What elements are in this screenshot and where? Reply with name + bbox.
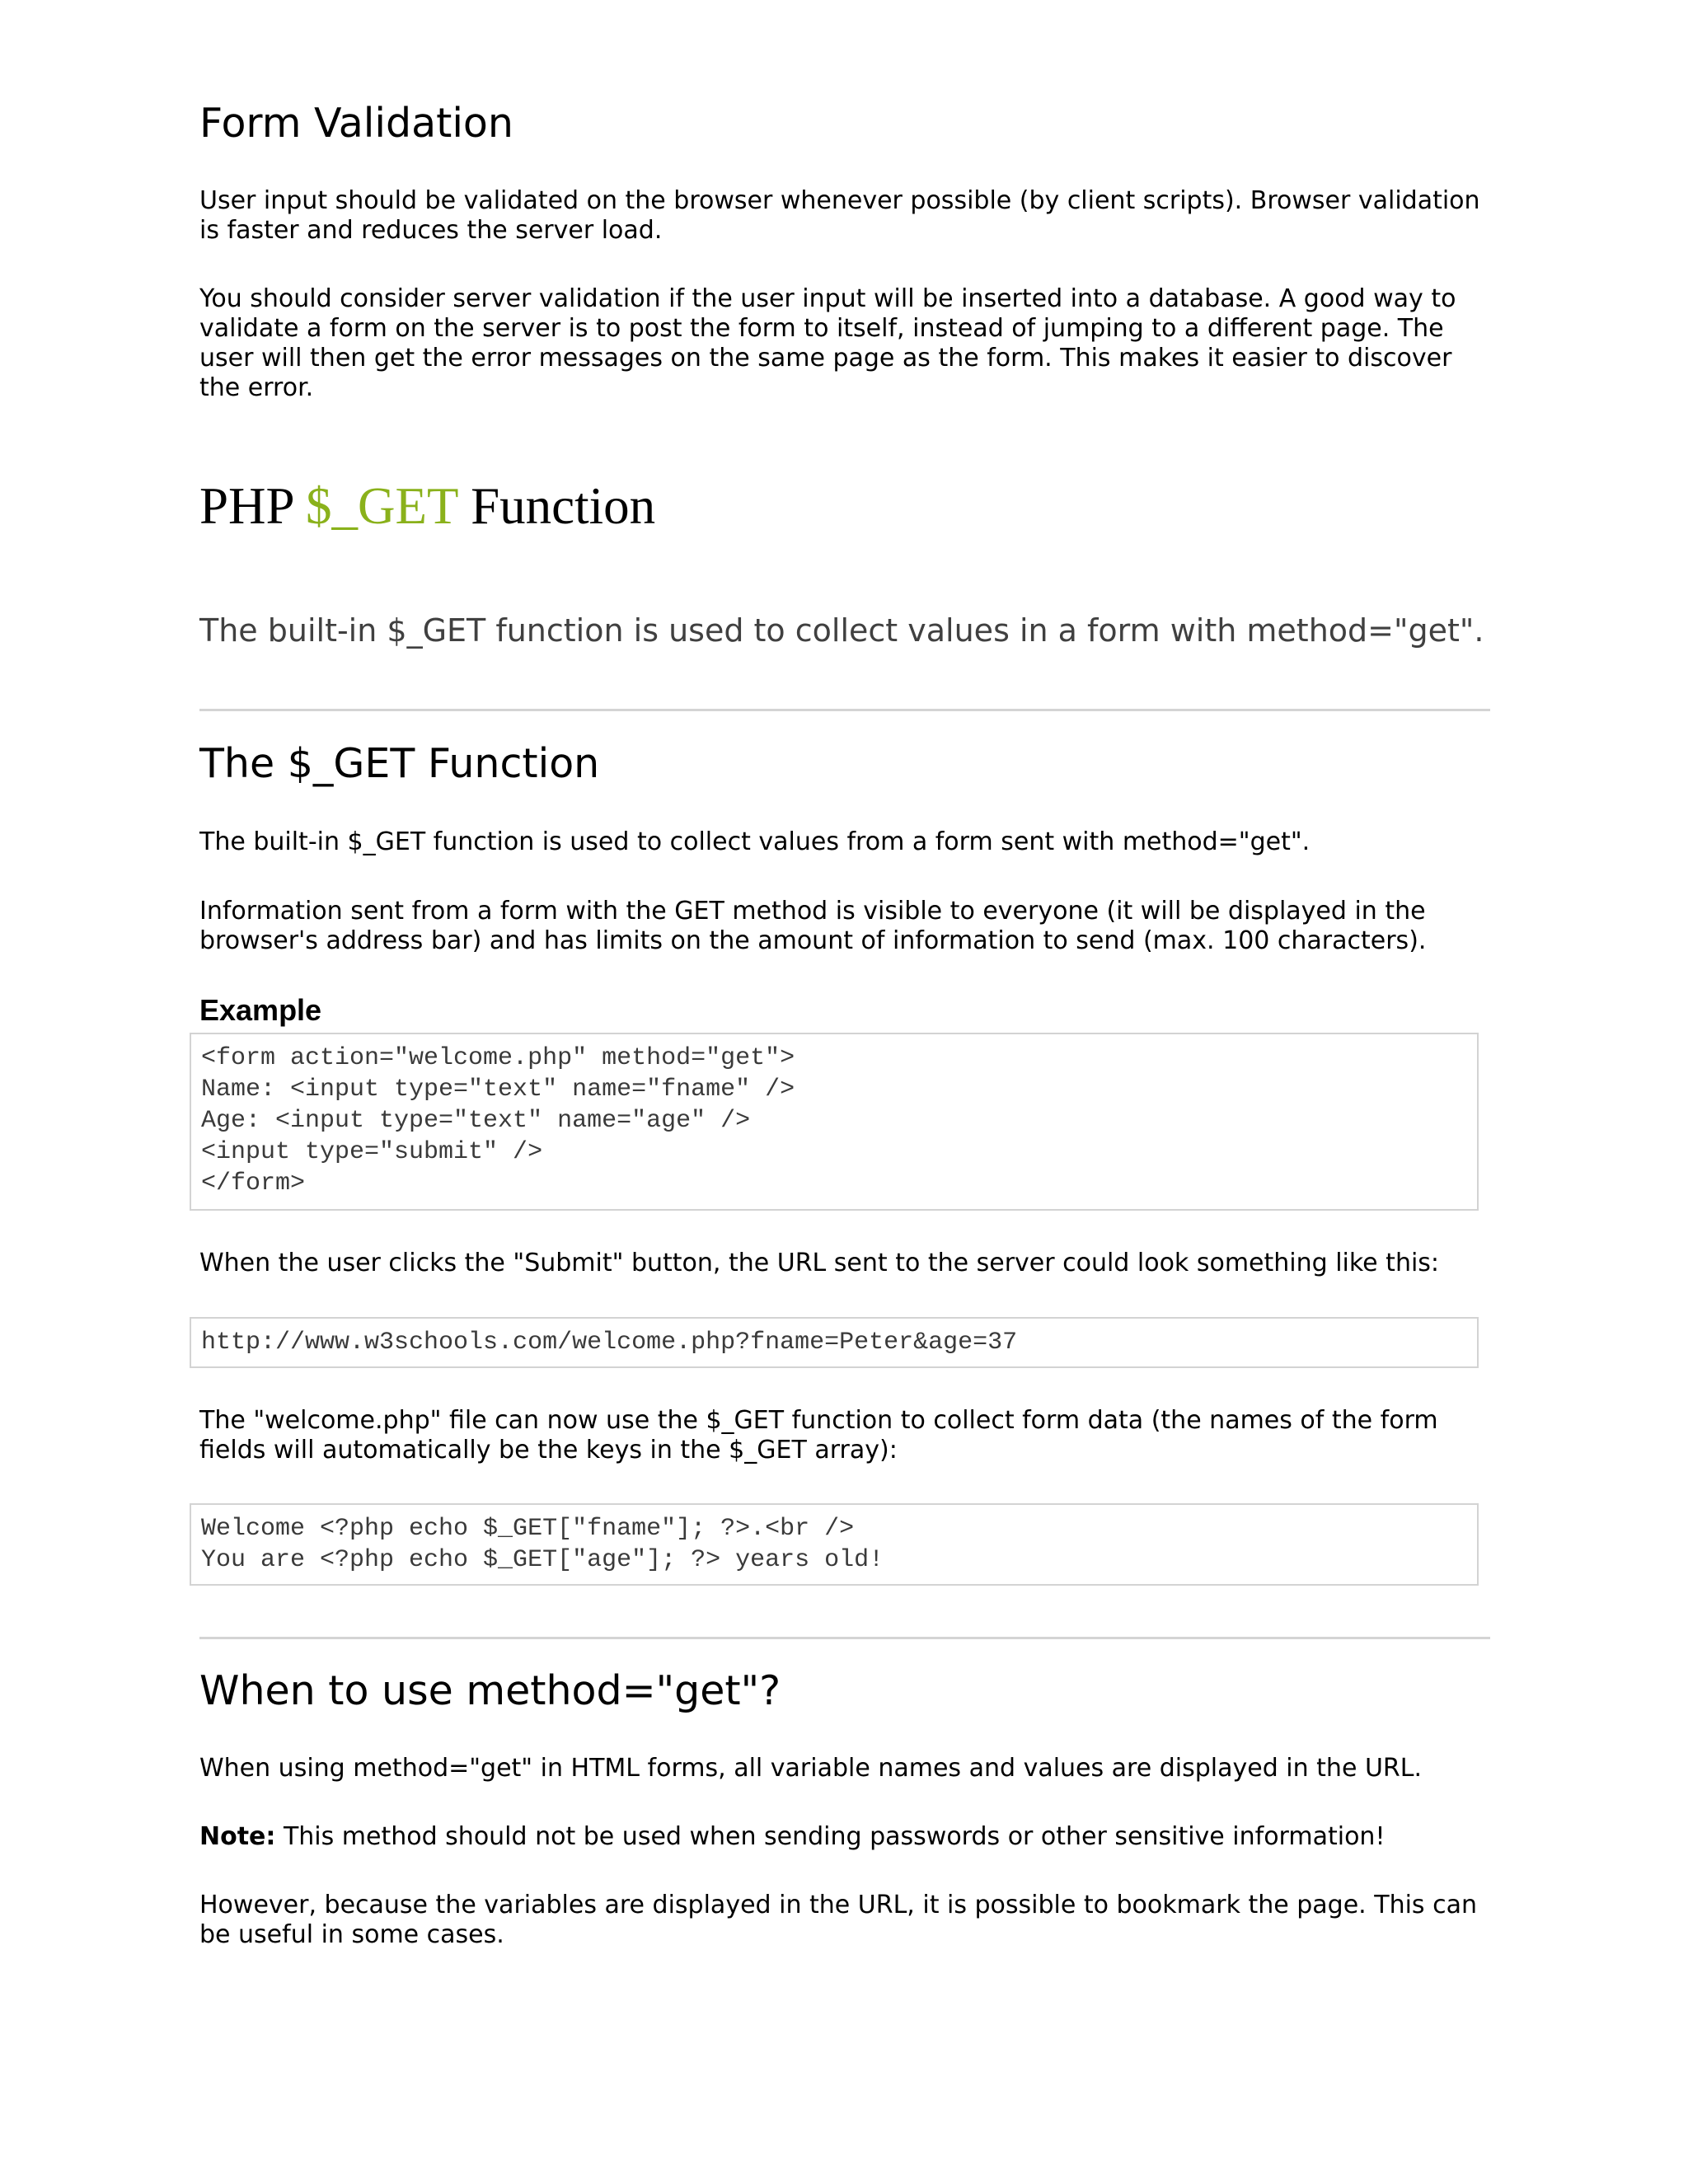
code-line: You are <?php echo $_GET["age"]; ?> years old! xyxy=(201,1546,884,1574)
php-get-title-suffix: Function xyxy=(457,477,656,535)
get-function-paragraph-2: Information sent from a form with the GET method is visible to everyone (it will be displayed in the browser's address bar) and has limits on the amount of information to send (max. 100 characters). xyxy=(199,897,1427,955)
note-text: This method should not be used when sending passwords or other sensitive information! xyxy=(275,1822,1386,1851)
php-get-intro: The built-in $_GET function is used to collect values in a form with method="get". xyxy=(199,612,1484,649)
get-function-paragraph-4: The "welcome.php" file can now use the $_GET function to collect form data (the names of the form fields will automatically be the keys in the $_GET array): xyxy=(199,1406,1438,1465)
code-line: <form action="welcome.php" method="get"> xyxy=(201,1044,795,1072)
code-line: </form> xyxy=(201,1169,306,1197)
section-divider-1 xyxy=(199,709,1490,711)
code-line: Age: <input type="text" name="age" /> xyxy=(201,1107,751,1135)
form-validation-heading: Form Validation xyxy=(199,100,513,147)
when-to-use-heading: When to use method="get"? xyxy=(199,1667,781,1714)
when-to-use-paragraph-1: When using method="get" in HTML forms, all variable names and values are displayed in the URL. xyxy=(199,1754,1422,1783)
example-code-block xyxy=(190,1033,1479,1211)
welcome-code-block xyxy=(190,1503,1479,1586)
form-validation-paragraph-2: You should consider server validation if the user input will be inserted into a database. A good way to validate a form on the server is to post the form to itself, instead of jumping to a different page. The user will then get the error messages on the same page as the form. This makes it easier to discover the error. xyxy=(199,284,1456,402)
code-line: <input type="submit" /> xyxy=(201,1138,543,1166)
get-function-heading: The $_GET Function xyxy=(199,740,600,787)
get-function-paragraph-1: The built-in $_GET function is used to collect values from a form sent with method="get". xyxy=(199,827,1311,856)
php-get-title-prefix: PHP xyxy=(199,477,306,535)
form-validation-paragraph-1: User input should be validated on the browser whenever possible (by client scripts). Browser validation is faster and reduces the server load. xyxy=(199,186,1480,245)
note-label: Note: xyxy=(199,1822,276,1851)
note-paragraph xyxy=(199,1822,1485,1852)
when-to-use-paragraph-2: However, because the variables are displayed in the URL, it is possible to bookmark the page. This can be useful in some cases. xyxy=(199,1891,1477,1949)
example-label: Example xyxy=(199,993,322,1027)
code-line: Welcome <?php echo $_GET["fname"]; ?>.<br /> xyxy=(201,1515,855,1543)
code-line: Name: <input type="text" name="fname" /> xyxy=(201,1076,795,1104)
get-function-paragraph-3: When the user clicks the "Submit" button, the URL sent to the server could look something like this: xyxy=(199,1249,1440,1277)
php-get-title xyxy=(199,477,656,535)
url-code-block xyxy=(190,1317,1479,1368)
section-divider-2 xyxy=(199,1637,1490,1639)
code-line: http://www.w3schools.com/welcome.php?fname=Peter&age=37 xyxy=(201,1329,1018,1357)
php-get-title-accent: $_GET xyxy=(305,477,458,535)
